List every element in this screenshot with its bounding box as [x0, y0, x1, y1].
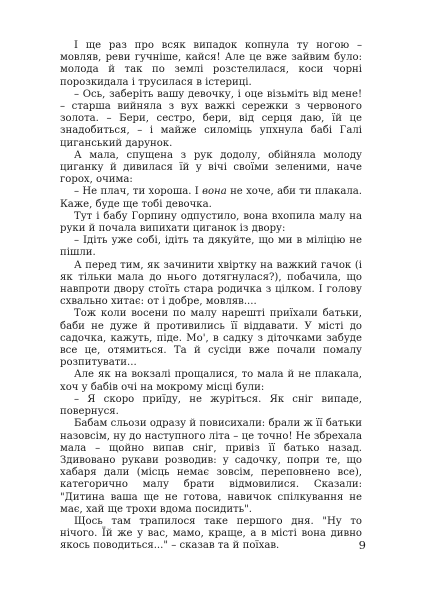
paragraph: – Не плач, ти хороша. І вона не хоче, аби ти плакала. Каже, буде ще тобі девочка.: [60, 186, 362, 210]
paragraph: – Ось, заберіть вашу девочку, і оце візьміть від мене! – старша вийняла з вух важкі сережки з червоного золота. – Бери, сестро, бери, від серця даю, їй це знадобиться, – і майже силоміць упхнула бабі Галі циганський дарунок.: [60, 88, 362, 149]
paragraph: Тут і бабу Горпину одпустило, вона вхопила малу на руки й почала випихати циганок із двору:: [60, 210, 362, 235]
paragraph: Але як на вокзалі прощалися, то мала й не плакала, хоч у бабів очі на мокрому місці були:: [60, 369, 362, 393]
paragraph: А перед тим, як зачинити хвіртку на важкий гачок (і як тільки мала до нього дотягнулася?), побачила, що навпроти двору стоїть стара родичка з цілком. І голову схвально хитає: от і добре, мовляв....: [60, 259, 362, 308]
paragraph: Бабам сльози одразу й повисихали: брали ж її батьки назовсім, ну до наступного літа – це точно! Не збрехала мала – щойно випав сніг, привіз її батько назад. Здивовано рукави розводив: у садочку, попри те, що хабаря дали (місць немає зовсім, переповнено все), категорично малу брати відмовилися. Сказали: "Дитина ваша ще не готова, навичок спілкування не має, хай ще трохи вдома посидить".: [60, 418, 362, 515]
page-number: 9: [358, 538, 366, 552]
paragraph: – Ідіть уже собі, ідіть та дякуйте, що ми в міліцію не пішли.: [60, 235, 362, 259]
emphasized-word: вона: [202, 186, 227, 198]
paragraph: Щось там трапилося таке першого дня. "Ну то нічого. Їй же у вас, мамо, краще, а в місті вона дивно якось поводиться..." – сказав та й поїхав.: [60, 515, 362, 552]
paragraph: Тож коли восени по малу нарешті приїхали батьки, баби не дуже й противились її віддавати. У місті до садочка, кажуть, піде. Мо', в садку з діточками забуде все це, отямиться. Та й сусіди вже почали помалу розпитувати...: [60, 308, 362, 369]
paragraph: І ще раз про всяк випадок копнула ту ногою – мовляв, реви гучніше, кайся! Але це вже зайвим було: молода й так по землі розстелилася, коси чорні порозкидала і трусилася в істериці.: [60, 40, 362, 88]
paragraph: – Я скоро приїду, не журіться. Як сніг випаде, повернуся.: [60, 393, 362, 418]
paragraph: А мала, спущена з рук додолу, обійняла молоду циганку й дивилася їй у вічі своїми зеленими, наче горох, очима:: [60, 149, 362, 186]
body-text: [60, 40, 362, 553]
